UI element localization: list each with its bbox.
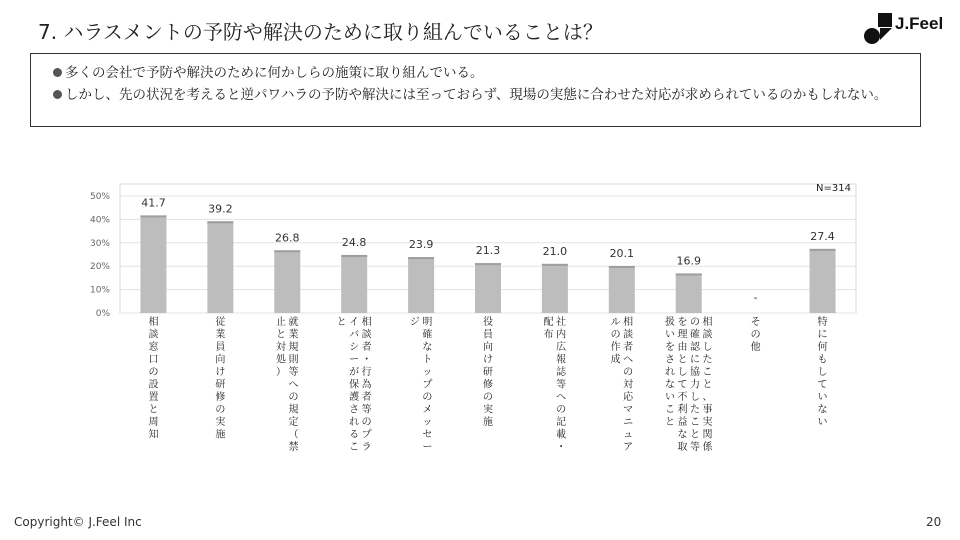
category-label: 従業員向け研修の実施 [215, 317, 226, 441]
category-label: ジ [409, 317, 420, 328]
bar-top-edge [274, 250, 300, 252]
page-number: 20 [926, 515, 942, 529]
bar-top-edge [475, 263, 501, 265]
bar-top-edge [676, 273, 702, 275]
bar [140, 215, 166, 313]
y-tick-label: 0% [95, 309, 110, 319]
bar-top-edge [207, 221, 233, 223]
category-label: 特に何もしていない [817, 317, 828, 428]
data-label: 20.1 [609, 246, 635, 260]
data-label: 16.9 [676, 254, 701, 268]
y-tick-label: 20% [89, 262, 110, 273]
data-label: 21.3 [475, 244, 501, 258]
bar-top-edge [341, 255, 367, 257]
category-label: 扱いをされないこと [664, 317, 675, 428]
bar [408, 257, 434, 313]
y-tick-label: 30% [89, 238, 110, 249]
page-title: 7. ハラスメントの予防や解決のために取り組んでいることは？ [38, 20, 603, 44]
data-label: 41.7 [141, 196, 166, 210]
category-label: 社内広報誌等への記載・ [556, 317, 567, 453]
data-label: - [753, 291, 758, 304]
bar [341, 255, 367, 313]
bar-top-edge [408, 257, 434, 259]
bar-top-edge [810, 249, 836, 251]
data-label: 39.2 [208, 202, 233, 216]
bar-top-edge [542, 264, 568, 266]
category-label: 配布 [543, 317, 554, 341]
logo-text: J.Feel [895, 14, 944, 33]
bar [207, 221, 233, 313]
category-label: ルの作成 [610, 317, 621, 366]
sample-size-note: N=314 [816, 183, 851, 194]
category-label: 相談窓口の設置と周知 [148, 317, 159, 441]
category-label: を理由として不利益な取 [677, 317, 688, 453]
category-label: その他 [750, 317, 761, 353]
data-label: 23.9 [408, 238, 434, 252]
bar [609, 266, 635, 313]
category-label: 相談者・行為者等のプラ [361, 317, 372, 453]
copyright-text: Copyright© J.Feel Inc [14, 515, 142, 529]
bar-top-edge [140, 215, 166, 217]
bar [810, 249, 836, 313]
y-tick-label: 40% [89, 215, 110, 226]
bar-top-edge [609, 266, 635, 268]
data-label: 26.8 [275, 231, 300, 245]
category-label: 就業規則等への規定（禁 [288, 317, 299, 453]
category-label: 相談したこと、事実関係 [702, 317, 713, 453]
category-label: 明確なトップのメッセー [422, 317, 433, 453]
summary-bullet-text: 多くの会社で予防や解決のために何かしらの施策に取り組んでいる。 [65, 65, 484, 81]
y-tick-label: 10% [89, 285, 110, 296]
bar [274, 250, 300, 313]
category-label: 役員向け研修の実施 [483, 317, 493, 428]
category-label: と [336, 317, 347, 328]
y-tick-label: 50% [89, 192, 110, 202]
bar [475, 263, 501, 313]
data-label: 24.8 [341, 235, 367, 249]
bar [676, 273, 702, 313]
category-label: 相談者への対応マニュア [623, 317, 634, 453]
bar [542, 264, 568, 313]
data-label: 27.4 [810, 229, 835, 243]
data-label: 21.0 [542, 244, 568, 258]
category-label: イバシーが保護されるこ [349, 317, 360, 453]
summary-bullet-text: しかし、先の状況を考えると逆パワハラの予防や解決には至っておらず、現場の実態に合わせた対応が求められているのかもしれない。 [65, 87, 888, 103]
category-label: 止と対処） [276, 317, 287, 378]
category-label: の確認に協力したこと等 [689, 317, 700, 453]
